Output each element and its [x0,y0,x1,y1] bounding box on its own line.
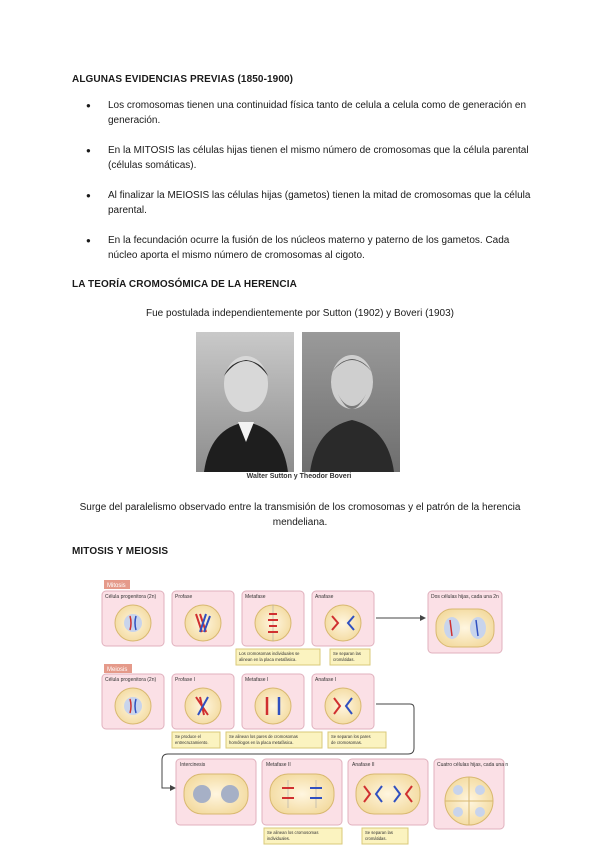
mitosis-stage-1 [102,591,164,646]
svg-text:de cromosomas.: de cromosomas. [331,740,362,745]
svg-text:homólogos en la placa metafási: homólogos en la placa metafásica. [229,740,294,745]
meiosis2-stage-1 [176,759,256,825]
svg-text:Anafase: Anafase [315,594,334,600]
section-title-teoria: LA TEORÍA CROMOSÓMICA DE LA HERENCIA [72,279,297,290]
meiosis2-note-1 [264,828,342,844]
svg-text:Anafase II: Anafase II [352,762,375,768]
svg-text:Intercinesis: Intercinesis [180,762,206,768]
evidence-list [86,98,536,278]
meiosis-stage-2 [172,674,234,729]
list-item: ● En la MITOSIS las células hijas tienen el mismo número de cromosomas que la célula parental (células somáticas). [86,143,536,173]
meiosis-note-1 [172,732,220,748]
svg-text:Los cromosomas individuales se: Los cromosomas individuales se [239,651,300,656]
svg-text:Dos células hijas, cada una 2n: Dos células hijas, cada una 2n [431,594,499,600]
list-item: ● Al finalizar la MEIOSIS las células hijas (gametos) tienen la mitad de cromosomas que la célula parental. [86,188,536,218]
meiosis2-stage-4 [434,759,508,829]
mitosis-note-1 [236,649,320,665]
meiosis-stage-4 [312,674,374,729]
svg-text:Célula progenitora (2n): Célula progenitora (2n) [105,677,157,683]
teoria-summary: Surge del paralelismo observado entre la transmisión de los cromosomas y el patrón de la herencia mendeliana. [79,502,521,528]
svg-text:Metafase II: Metafase II [266,762,291,768]
meiosis2-stage-2 [262,759,342,825]
svg-text:entrecruzamiento.: entrecruzamiento. [175,740,209,745]
svg-text:Anafase I: Anafase I [315,677,337,683]
mitosis-stage-2 [172,591,234,646]
mitosis-stage-3 [242,591,304,646]
svg-text:Profase: Profase [175,594,193,600]
section-title-evidencias: ALGUNAS EVIDENCIAS PREVIAS (1850-1900) [72,74,294,85]
teoria-intro: Fue postulada independientemente por Sutton (1902) y Boveri (1903) [146,308,454,319]
boveri-portrait [302,332,400,472]
svg-text:Célula progenitora (2n): Célula progenitora (2n) [105,594,157,600]
photo-caption: Walter Sutton y Theodor Boveri [246,473,352,480]
arrow-icon [170,785,176,791]
meiosis-stage-3 [242,674,304,729]
svg-text:Se produce el: Se produce el [175,734,201,739]
svg-text:Se alinean los cromosomas: Se alinean los cromosomas [267,830,319,835]
svg-text:Se separan las: Se separan las [333,651,361,656]
mitosis-tag: Mitosis [107,583,126,589]
svg-text:alinean en la placa metafásica: alinean en la placa metafásica. [239,657,297,662]
svg-text:cromátidas.: cromátidas. [365,836,387,841]
mitosis-note-2 [330,649,370,665]
svg-text:Se separan los pares: Se separan los pares [331,734,371,739]
svg-text:cromátidas.: cromátidas. [333,657,355,662]
svg-text:Se separan las: Se separan las [365,830,393,835]
svg-text:Metafase: Metafase [245,594,266,600]
mitosis-meiosis-diagram [96,576,508,846]
meiosis-note-3 [328,732,386,748]
arrow-icon [420,615,426,621]
svg-text:Profase I: Profase I [175,677,196,683]
list-item: ● En la fecundación ocurre la fusión de los núcleos materno y paterno de los gametos. Cada núcleo aporta el mismo número de cromosomas al cigoto. [86,233,536,263]
mitosis-stage-4 [312,591,374,646]
svg-text:Cuatro células hijas, cada una: Cuatro células hijas, cada una n [437,762,508,768]
list-item: ● Los cromosomas tienen una continuidad física tanto de celula a celula como de generación en generación. [86,98,536,128]
meiosis-tag: Meiosis [107,667,128,673]
svg-text:Se alinean los pares de cromos: Se alinean los pares de cromosomas [229,734,298,739]
portrait-photos [196,332,402,480]
meiosis-stage-1 [102,674,164,729]
sutton-portrait [196,332,294,472]
svg-text:Metafase I: Metafase I [245,677,269,683]
meiosis-note-2 [226,732,322,748]
mitosis-stage-5 [428,591,502,653]
section-title-mitosis: MITOSIS Y MEIOSIS [72,546,169,557]
meiosis2-stage-3 [348,759,428,825]
meiosis2-note-2 [362,828,408,844]
svg-text:individuales.: individuales. [267,836,291,841]
